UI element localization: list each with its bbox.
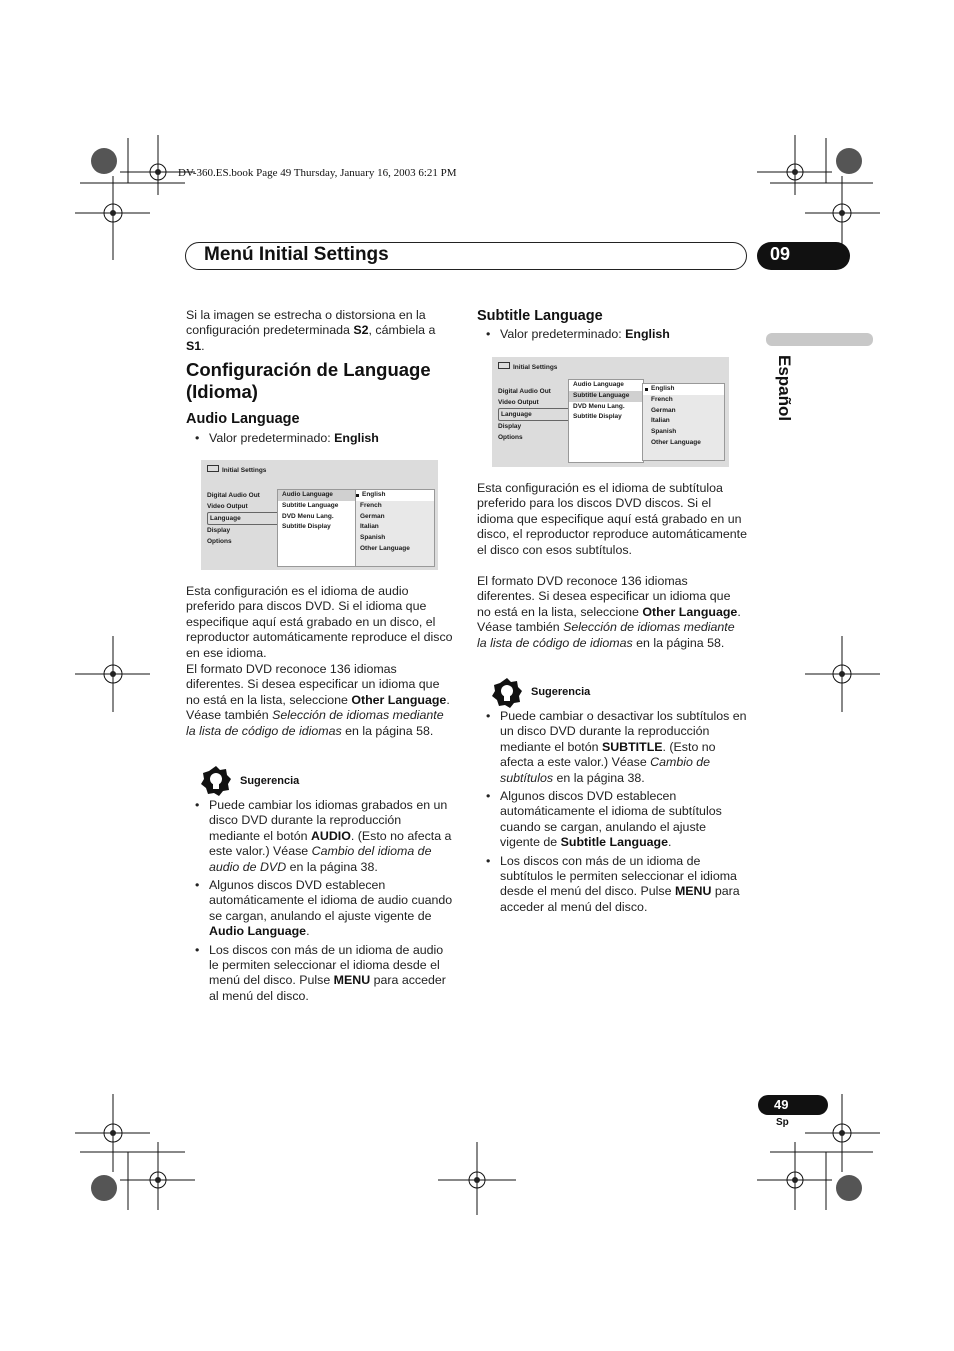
screen-submenu-item: Audio Language [278, 490, 356, 501]
screen-main-menu [207, 490, 279, 547]
screen-menu-item: Display [498, 423, 522, 430]
screen-option-selected: English [356, 490, 434, 501]
screen-option: Spanish [360, 534, 386, 542]
screen-menu-item-selected: Language [498, 408, 570, 421]
screen-menu-item: Options [207, 538, 232, 545]
screen-option: Italian [651, 417, 670, 425]
subtitle-default: • Valor predeterminado: English [486, 327, 670, 341]
screen-option: Italian [360, 523, 379, 531]
screen-option: French [651, 395, 673, 403]
chapter-number: 09 [770, 244, 791, 264]
screen-option: German [651, 406, 676, 414]
screen-submenu-item: DVD Menu Lang. [573, 402, 625, 410]
screen-option: Other Language [651, 438, 701, 446]
audio-settings-screen [201, 460, 438, 570]
page-number: 49 [774, 1097, 789, 1112]
audio-default: • Valor predeterminado: English [195, 431, 379, 445]
subtitle-tips-list [486, 709, 747, 918]
list-item: • Los discos con más de un idioma de subtítulos le permiten seleccionar el idioma desde el menú del disco. Pulse MENU para acceder al menú del disco. [486, 853, 740, 914]
tip-lightbulb-icon [491, 677, 523, 709]
screen-menu-item-selected: Language [207, 512, 279, 525]
list-item: • Algunos discos DVD establecen automáticamente el idioma de audio cuando se cargan, anulando el ajuste vigente de Audio Language. [195, 878, 453, 939]
section-heading: Configuración de Language (Idioma) [186, 359, 431, 402]
screen-submenu-item: Subtitle Language [569, 391, 643, 402]
intro-paragraph: Si la imagen se estrecha o distorsiona en la configuración predeterminada S2, cámbiela a S1. [186, 308, 436, 353]
audio-heading: Audio Language [186, 411, 300, 427]
screen-submenu-item: Subtitle Display [282, 523, 331, 531]
screen-option: Other Language [360, 544, 410, 552]
screen-submenu-item: Audio Language [573, 381, 624, 388]
list-item: • Los discos con más de un idioma de audio le permiten seleccionar el idioma desde el menú del disco. Pulse MENU para acceder al menú del disco. [195, 942, 446, 1003]
page-title: Menú Initial Settings [204, 244, 389, 265]
screen-menu-item: Video Output [498, 399, 539, 406]
subtitle-paragraph-1: Esta configuración es el idioma de subtítuloa preferido para los discos DVD discos. Si el idioma que especifique aquí está grabado en un disco, el reproductor reproduce automáticamente el disco con esos subtítulos. [477, 481, 747, 557]
language-side-label: Español [775, 355, 794, 422]
subtitle-heading: Subtitle Language [477, 308, 603, 324]
screen-option: Spanish [651, 428, 677, 436]
screen-submenu [568, 379, 644, 463]
screen-option: German [360, 512, 385, 520]
screen-menu-item: Video Output [207, 503, 248, 510]
subtitle-settings-screen [492, 357, 729, 467]
subtitle-tip-label: Sugerencia [531, 686, 591, 698]
screen-options [355, 489, 435, 567]
screen-title: Initial Settings [498, 362, 557, 371]
screen-title: Initial Settings [207, 465, 266, 474]
screen-options [642, 383, 725, 461]
screen-option: French [360, 501, 382, 509]
audio-paragraph-2: El formato DVD reconoce 136 idiomas diferentes. Si desea especificar un idioma que no está en la lista, seleccione Other Language. Véase también Selección de idiomas mediante la lista de código de idiomas en la página 58. [186, 662, 450, 738]
screen-option-selected: English [643, 384, 724, 395]
list-item: • Algunos discos DVD establecen automáticamente el idioma de subtítulos cuando se cargan, anulando el ajuste vigente de Subtitle Language. [486, 789, 722, 850]
page-lang-code: Sp [776, 1117, 789, 1128]
audio-tip-label: Sugerencia [240, 775, 300, 787]
audio-paragraph-1: Esta configuración es el idioma de audio preferido para discos DVD. Si el idioma que especifique aquí está grabado en un disco, el reproductor automáticamente reproduce el disco en ese idioma. [186, 584, 453, 660]
screen-menu-item: Display [207, 527, 231, 534]
subtitle-paragraph-2: El formato DVD reconoce 136 idiomas diferentes. Si desea especificar un idioma que no está en la lista, seleccione Other Language. Véase también Selección de idiomas mediante la lista de código de idiomas en la página 58. [477, 574, 741, 650]
tip-lightbulb-icon [200, 765, 232, 797]
list-item: • Puede cambiar o desactivar los subtítulos en un disco DVD durante la reproducción mediante el botón SUBTITLE. (Esto no afecta a este valor.) Véase Cambio de subtítulos en la página 38. [486, 709, 747, 785]
screen-submenu-item: Subtitle Display [573, 413, 622, 421]
screen-submenu-item: Subtitle Language [282, 501, 339, 509]
screen-submenu [277, 489, 357, 567]
screen-submenu-item: DVD Menu Lang. [282, 512, 334, 520]
page-number-badge [758, 1095, 828, 1115]
screen-menu-item: Digital Audio Out [498, 388, 551, 395]
screen-menu-item: Digital Audio Out [207, 492, 260, 499]
list-item: • Puede cambiar los idiomas grabados en un disco DVD durante la reproducción mediante el botón AUDIO. (Esto no afecta a este valor.) Véase Cambio del idioma de audio de DVD en la página 38. [195, 798, 452, 874]
audio-tips-list [195, 798, 454, 1007]
book-info: DV-360.ES.book Page 49 Thursday, January 16, 2003 6:21 PM [178, 167, 457, 179]
screen-menu-item: Options [498, 434, 523, 441]
language-tab [766, 333, 873, 346]
screen-main-menu [498, 386, 570, 443]
